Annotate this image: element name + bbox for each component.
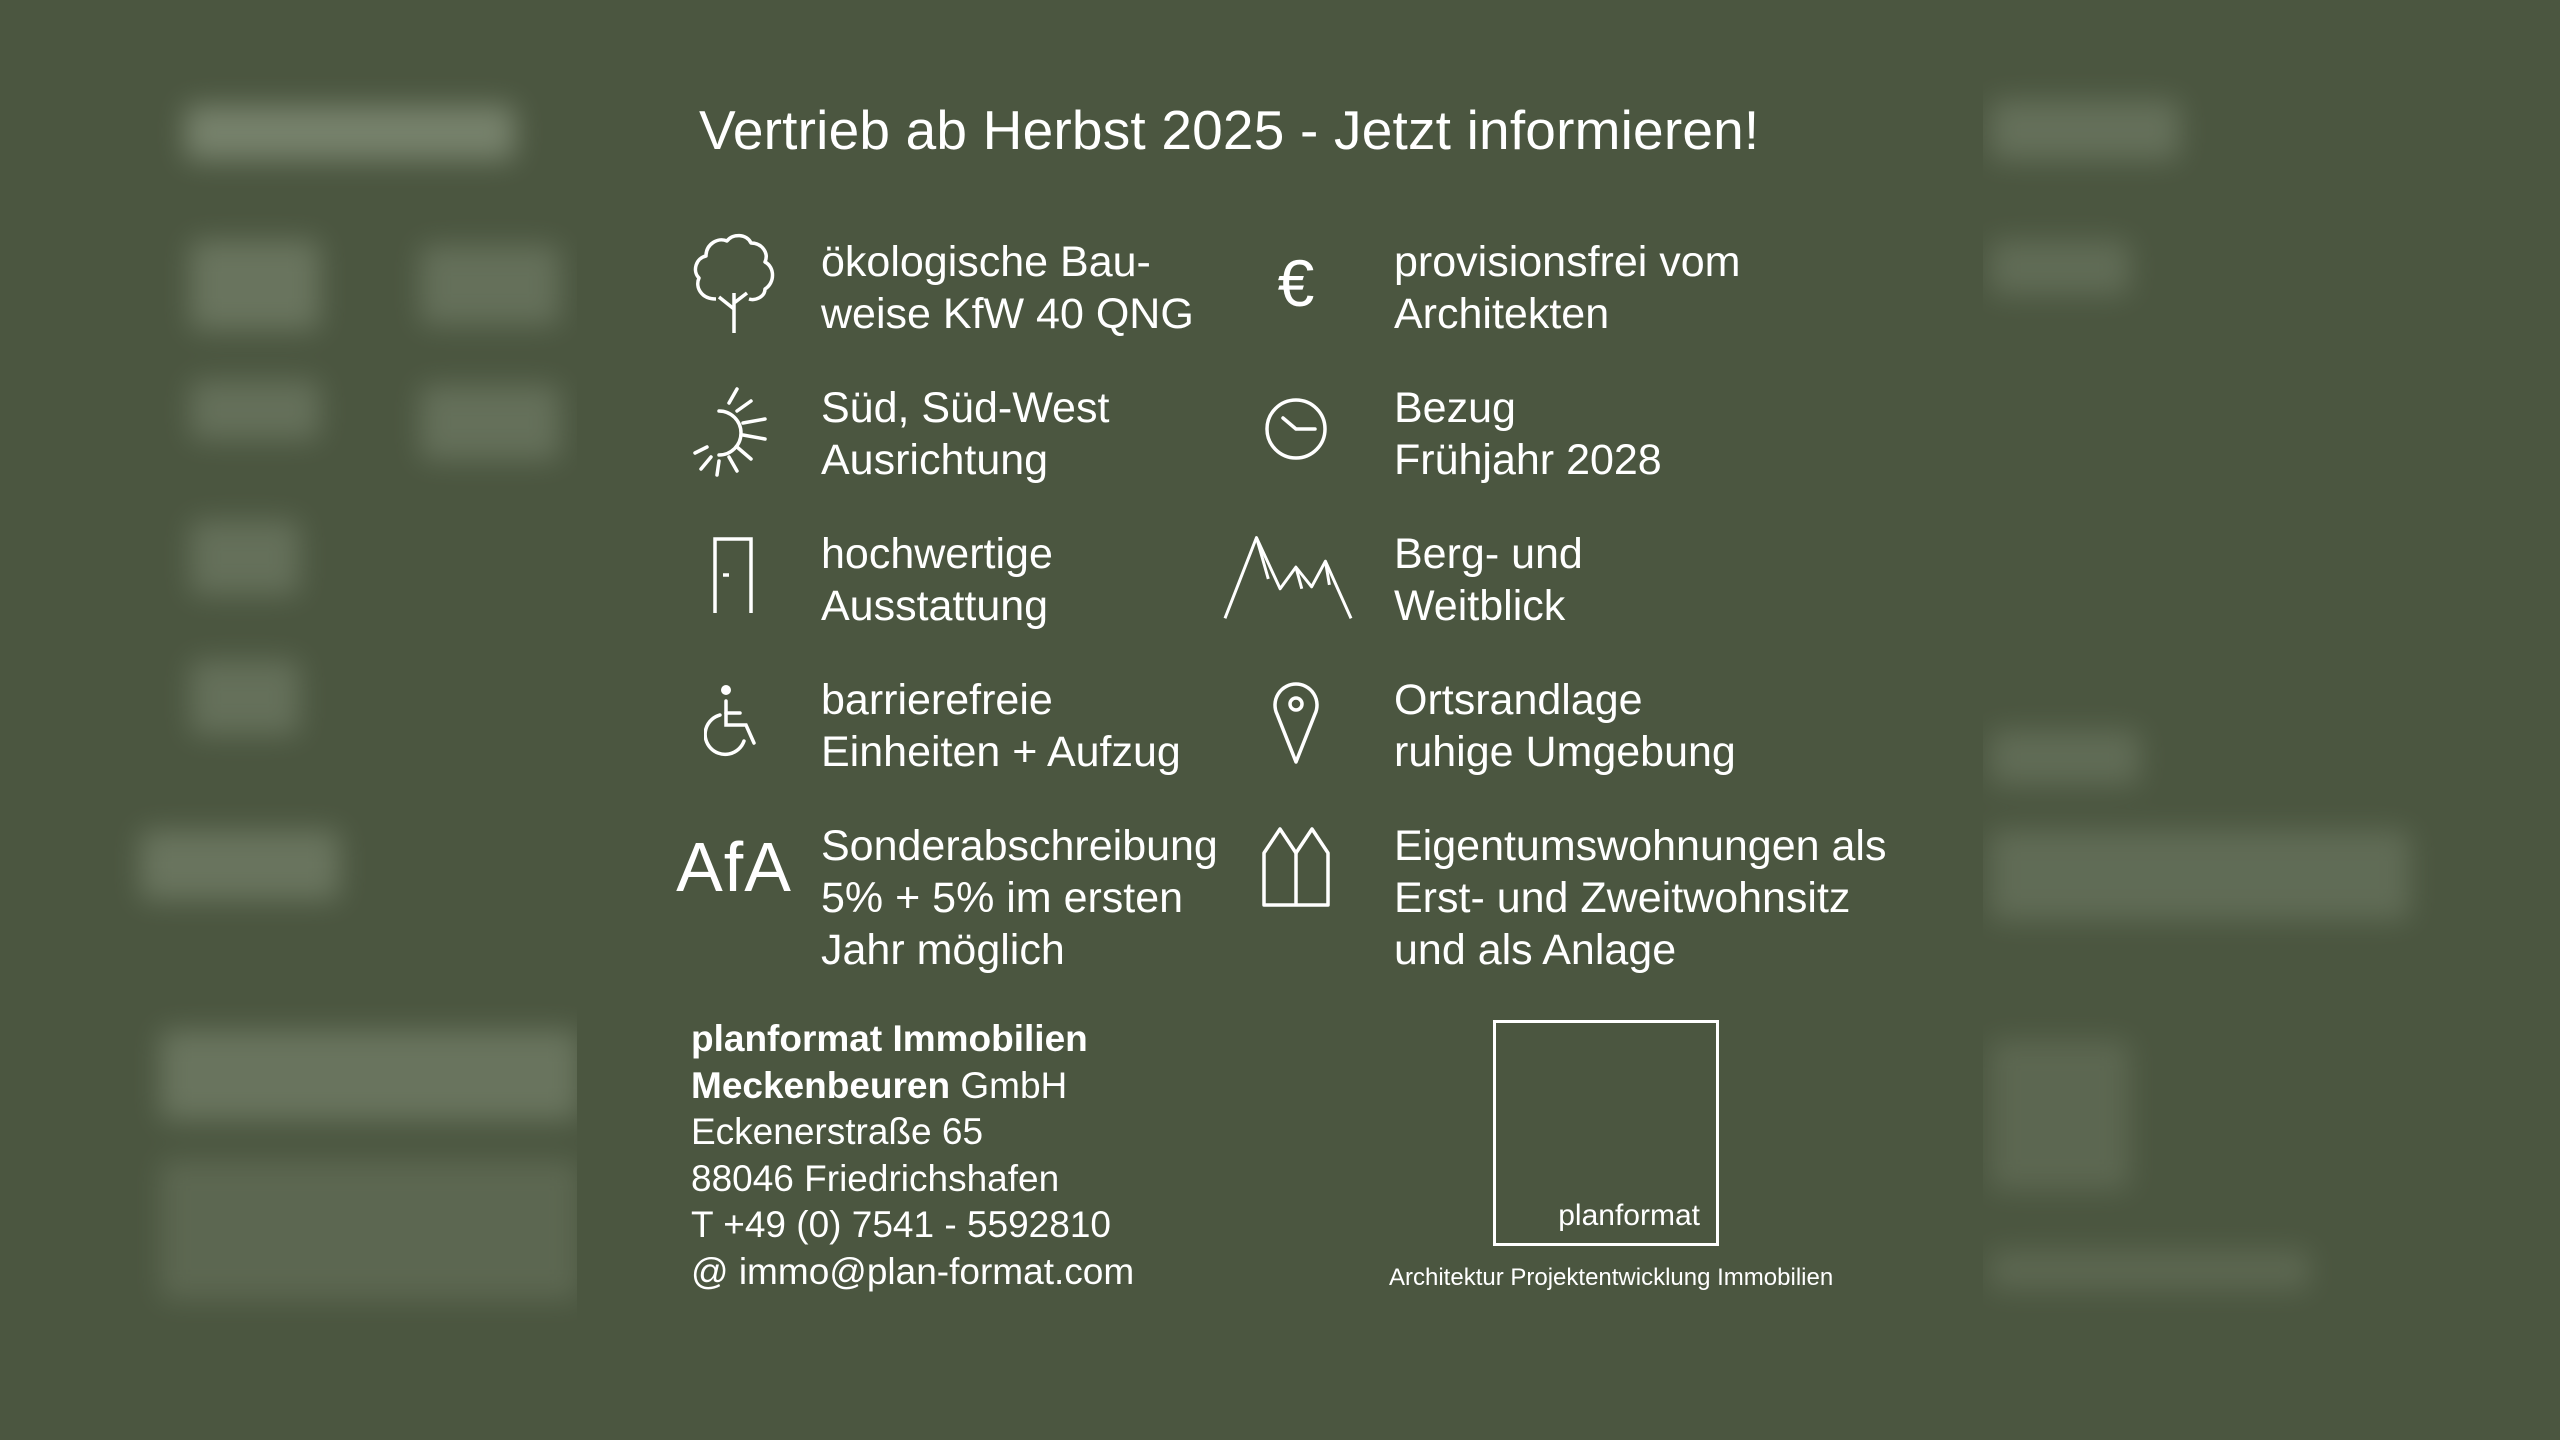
houses-icon bbox=[1231, 812, 1361, 922]
euro-icon: € bbox=[1277, 246, 1315, 320]
clock-icon bbox=[1231, 374, 1361, 484]
feature-text: Berg- und Weitblick bbox=[1394, 530, 1583, 630]
company-name-line2: Meckenbeuren GmbH bbox=[691, 1064, 1068, 1106]
logo-tagline: Architektur Projektentwicklung Immobilien bbox=[1389, 1264, 1834, 1291]
feature-text: barrierefreie Einheiten + Aufzug bbox=[821, 676, 1181, 776]
feature-text: Sonderabschreibung 5% + 5% im ersten Jahr möglich bbox=[821, 822, 1218, 974]
email-address[interactable]: @ immo@plan-format.com bbox=[691, 1250, 1135, 1292]
mountain-icon bbox=[1223, 520, 1353, 630]
feature-text: ökologische Bau- weise KfW 40 QNG bbox=[821, 238, 1194, 338]
street-address: Eckenerstraße 65 bbox=[691, 1111, 984, 1152]
feature-text: Ortsrandlage ruhige Umgebung bbox=[1394, 676, 1736, 776]
headline: Vertrieb ab Herbst 2025 - Jetzt informieren! bbox=[699, 99, 1760, 161]
logo-name: planformat bbox=[1558, 1199, 1700, 1232]
location-pin-icon bbox=[1231, 666, 1361, 776]
wheelchair-icon bbox=[669, 666, 799, 776]
info-card bbox=[577, 0, 1983, 1440]
afa-icon: AfA bbox=[676, 828, 792, 906]
contact-block bbox=[691, 1016, 1134, 1295]
city-address: 88046 Friedrichshafen bbox=[691, 1157, 1060, 1199]
feature-text: Bezug Frühjahr 2028 bbox=[1394, 384, 1662, 484]
door-icon bbox=[669, 520, 799, 630]
feature-text: Eigentumswohnungen als Erst- und Zweitwohnsitz und als Anlage bbox=[1394, 822, 1887, 974]
company-name: planformat Immobilien bbox=[691, 1018, 1088, 1059]
sun-icon bbox=[669, 374, 799, 484]
feature-text: provisionsfrei vom Architekten bbox=[1394, 238, 1741, 338]
tree-icon bbox=[669, 228, 799, 338]
feature-text: hochwertige Ausstattung bbox=[821, 530, 1053, 630]
planformat-logo bbox=[1493, 1020, 1719, 1246]
phone-number[interactable]: T +49 (0) 7541 - 5592810 bbox=[691, 1204, 1111, 1245]
feature-text: Süd, Süd-West Ausrichtung bbox=[821, 384, 1110, 484]
